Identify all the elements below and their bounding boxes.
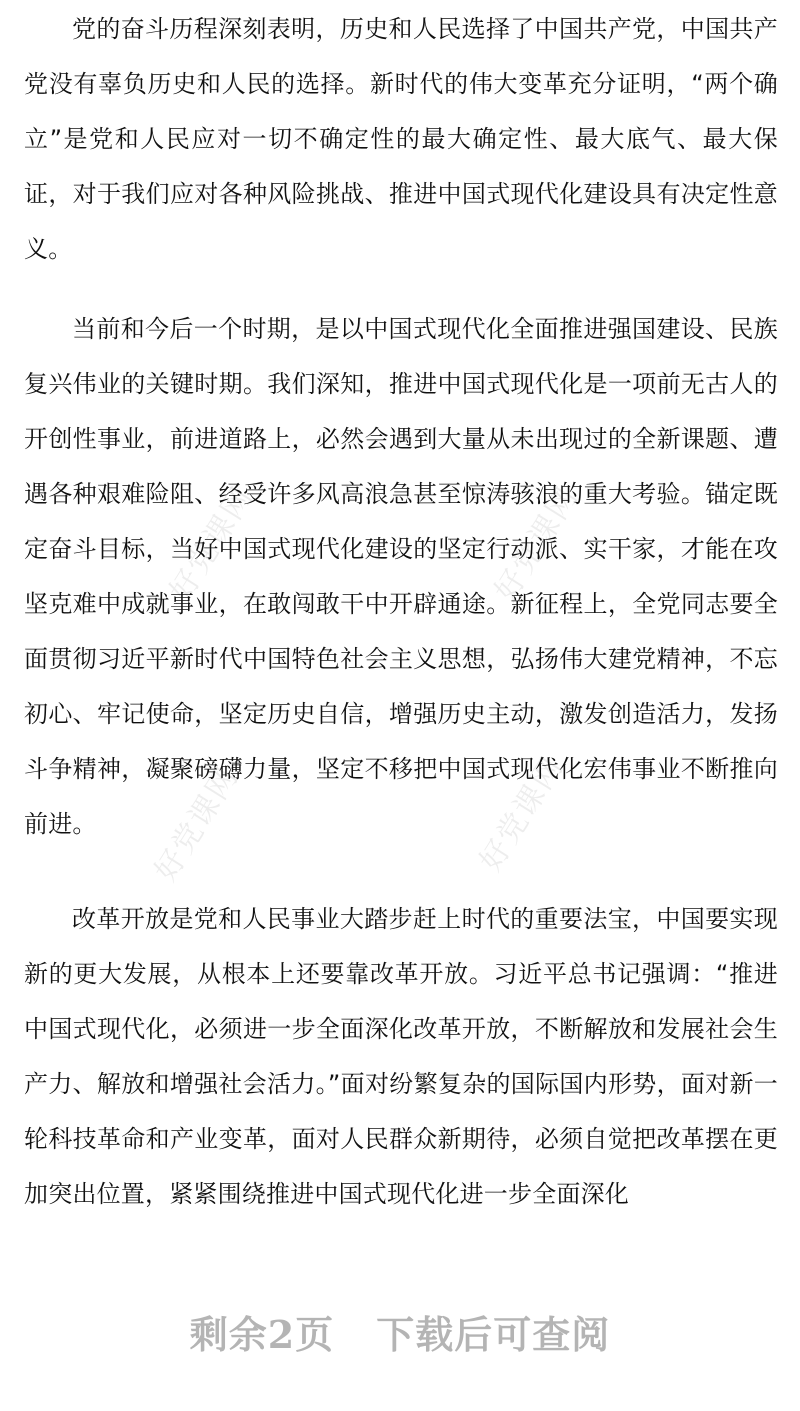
body-paragraph-3: 改革开放是党和人民事业大踏步赶上时代的重要法宝，中国要实现新的更大发展，从根本上还要靠改革开放。习近平总书记强调：“推进中国式现代化，必须进一步全面深化改革开放，不断解放和发展社会生产力、解放和增强社会活力。”面对纷繁复杂的国际国内形势，面对新一轮科技革命和产业变革，面对人民群众新期待，必须自觉把改革摆在更加突出位置，紧紧围绕推进中国式现代化进一步全面深化 — [24, 905, 778, 1208]
body-paragraph-1: 党的奋斗历程深刻表明，历史和人民选择了中国共产党，中国共产党没有辜负历史和人民的选择。新时代的伟大变革充分证明，“两个确立”是党和人民应对一切不确定性的最大确定性、最大底气、最大保证，对于我们应对各种风险挑战、推进中国式现代化建设具有决定性意义。 — [24, 15, 778, 263]
watermark: 好党课网 — [488, 480, 586, 608]
remaining-pages-label: 剩余2页 — [189, 1312, 335, 1357]
download-hint-label: 下载后可查阅 — [376, 1312, 611, 1357]
watermark: 好党课网 — [148, 760, 246, 888]
watermark: 好党课网 — [163, 480, 261, 608]
download-notice[interactable] — [0, 1304, 800, 1359]
watermark: 好党课网 — [473, 750, 571, 878]
body-paragraph-2: 当前和今后一个时期，是以中国式现代化全面推进强国建设、民族复兴伟业的关键时期。我们深知，推进中国式现代化是一项前无古人的开创性事业，前进道路上，必然会遇到大量从未出现过的全新课题、遭遇各种艰难险阻、经受许多风高浪急甚至惊涛骇浪的重大考验。锚定既定奋斗目标，当好中国式现代化建设的坚定行动派、实干家，才能在攻坚克难中成就事业，在敢闯敢干中开辟通途。新征程上，全党同志要全面贯彻习近平新时代中国特色社会主义思想，弘扬伟大建党精神，不忘初心、牢记使命，坚定历史自信，增强历史主动，激发创造活力，发扬斗争精神，凝聚磅礴力量，坚定不移把中国式现代化宏伟事业不断推向前进。 — [24, 315, 778, 838]
